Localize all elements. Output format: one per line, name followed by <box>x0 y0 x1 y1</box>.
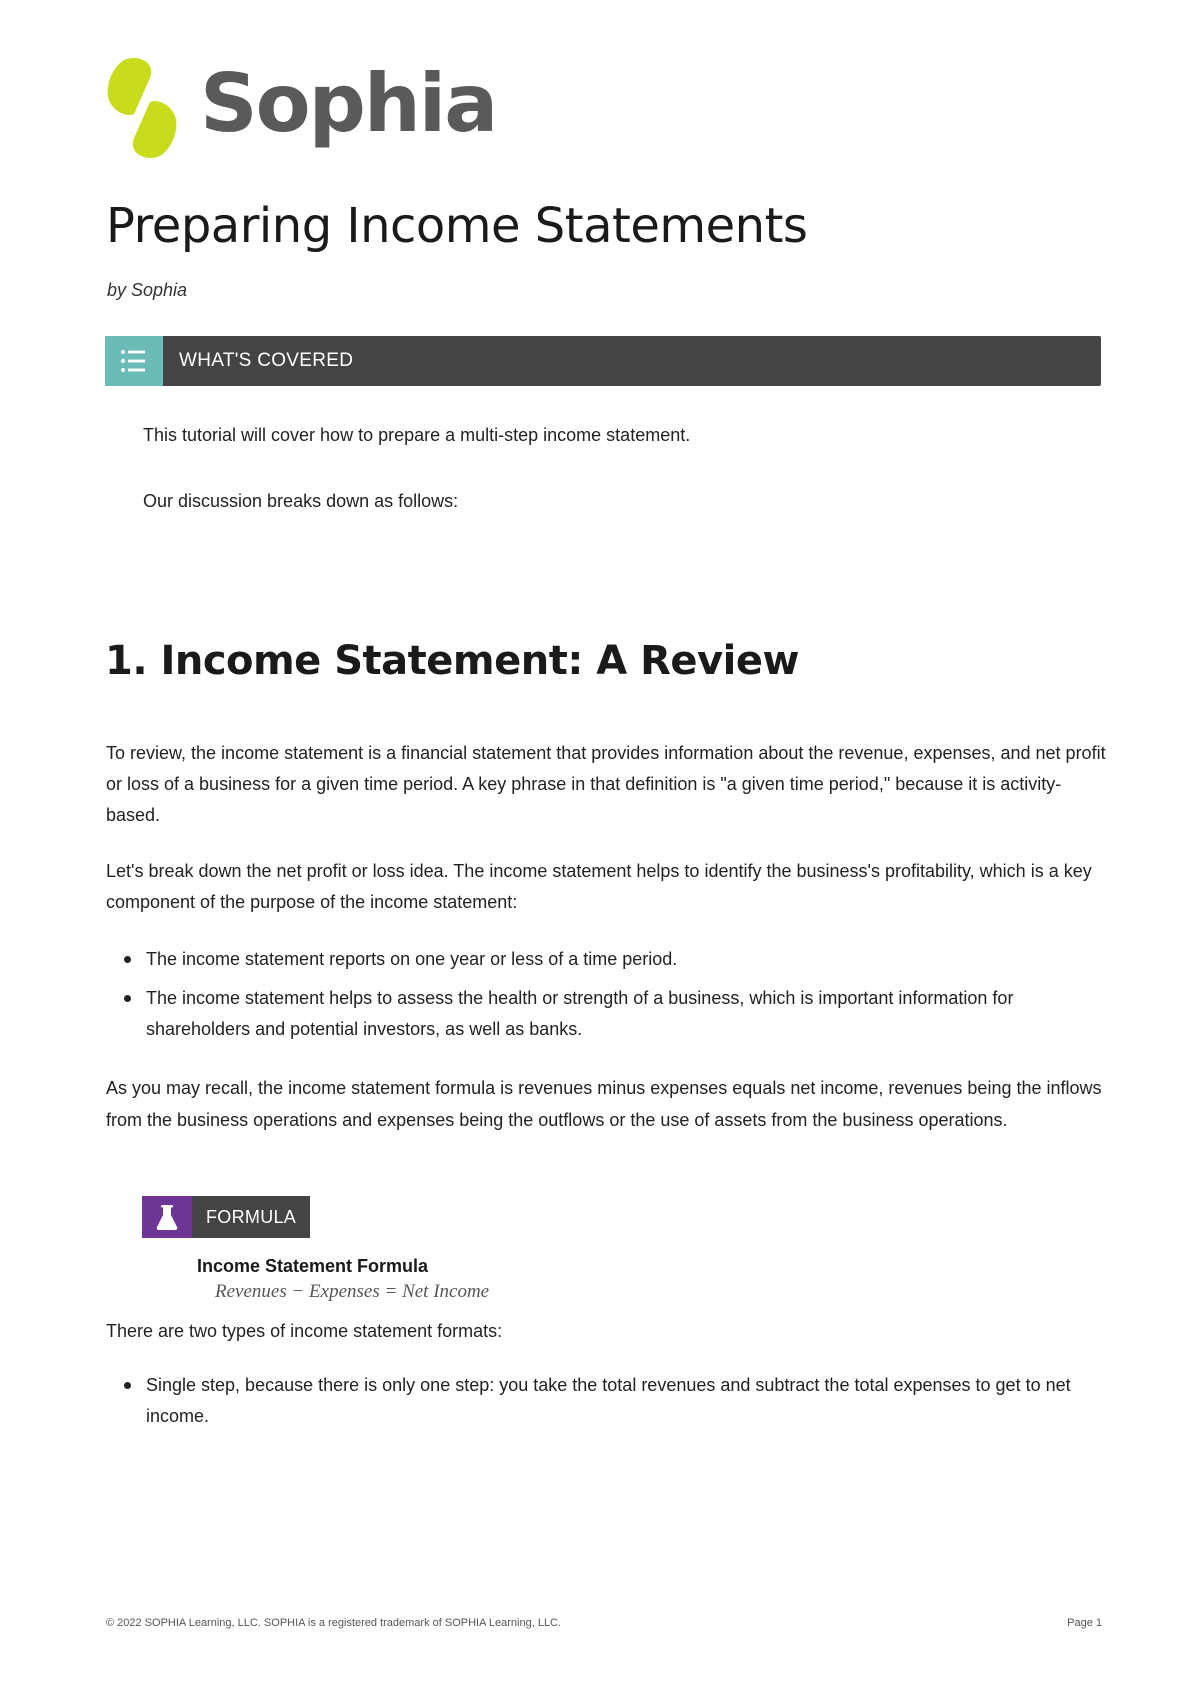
list-item <box>106 983 1106 1045</box>
list-item <box>106 1370 1106 1432</box>
formula-icon-box <box>142 1196 192 1238</box>
sophia-logo-text: Sophia <box>200 57 497 150</box>
paragraph: There are two types of income statement formats: <box>106 1321 503 1341</box>
bullet-icon <box>124 995 131 1002</box>
intro-text: This tutorial will cover how to prepare a multi-step income statement. <box>143 425 691 445</box>
page-title: Preparing Income Statements <box>106 198 808 254</box>
sophia-logo-mark-icon <box>104 56 180 160</box>
formula-equation: Revenues − Expenses = Net Income <box>215 1281 490 1302</box>
sophia-logo <box>104 56 524 160</box>
paragraph: As you may recall, the income statement formula is revenues minus expenses equals net income, revenues being the inflows from the business operations and expenses being the outflows or the use of assets from the business operations. <box>106 1078 1102 1130</box>
formula-title: Income Statement Formula <box>197 1256 429 1276</box>
list-item <box>106 944 1106 975</box>
list-item-text: The income statement helps to assess the health or strength of a business, which is important information for shareholders and potential investors, as well as banks. <box>146 988 1014 1039</box>
bullet-list <box>106 944 1106 1053</box>
breakdown-text: Our discussion breaks down as follows: <box>143 491 459 511</box>
section-heading: 1. Income Statement: A Review <box>105 638 799 684</box>
byline: by Sophia <box>107 280 188 300</box>
bullet-icon <box>124 956 131 963</box>
page-number: Page 1 <box>1067 1617 1102 1629</box>
paragraph: Let's break down the net profit or loss idea. The income statement helps to identify the business's profitability, which is a key component of the purpose of the income statement: <box>106 861 1092 912</box>
footer-copyright: © 2022 SOPHIA Learning, LLC. SOPHIA is a registered trademark of SOPHIA Learning, LLC. <box>106 1617 562 1629</box>
list-icon <box>105 336 163 386</box>
bullet-list <box>106 1370 1106 1440</box>
whats-covered-label: WHAT'S COVERED <box>179 350 354 371</box>
bullet-icon <box>124 1382 131 1389</box>
list-item-text: The income statement reports on one year or less of a time period. <box>146 949 678 969</box>
formula-badge <box>142 1196 310 1238</box>
whats-covered-banner <box>105 336 1101 386</box>
paragraph: To review, the income statement is a financial statement that provides information about the revenue, expenses, and net profit or loss of a business for a given time period. A key phrase in that definition is "a given time period," because it is activity-based. <box>106 743 1106 825</box>
flask-icon <box>142 1196 192 1238</box>
list-item-text: Single step, because there is only one step: you take the total revenues and subtract the total expenses to get to net income. <box>146 1375 1071 1426</box>
formula-label: FORMULA <box>206 1207 297 1227</box>
whats-covered-icon-box <box>105 336 163 386</box>
